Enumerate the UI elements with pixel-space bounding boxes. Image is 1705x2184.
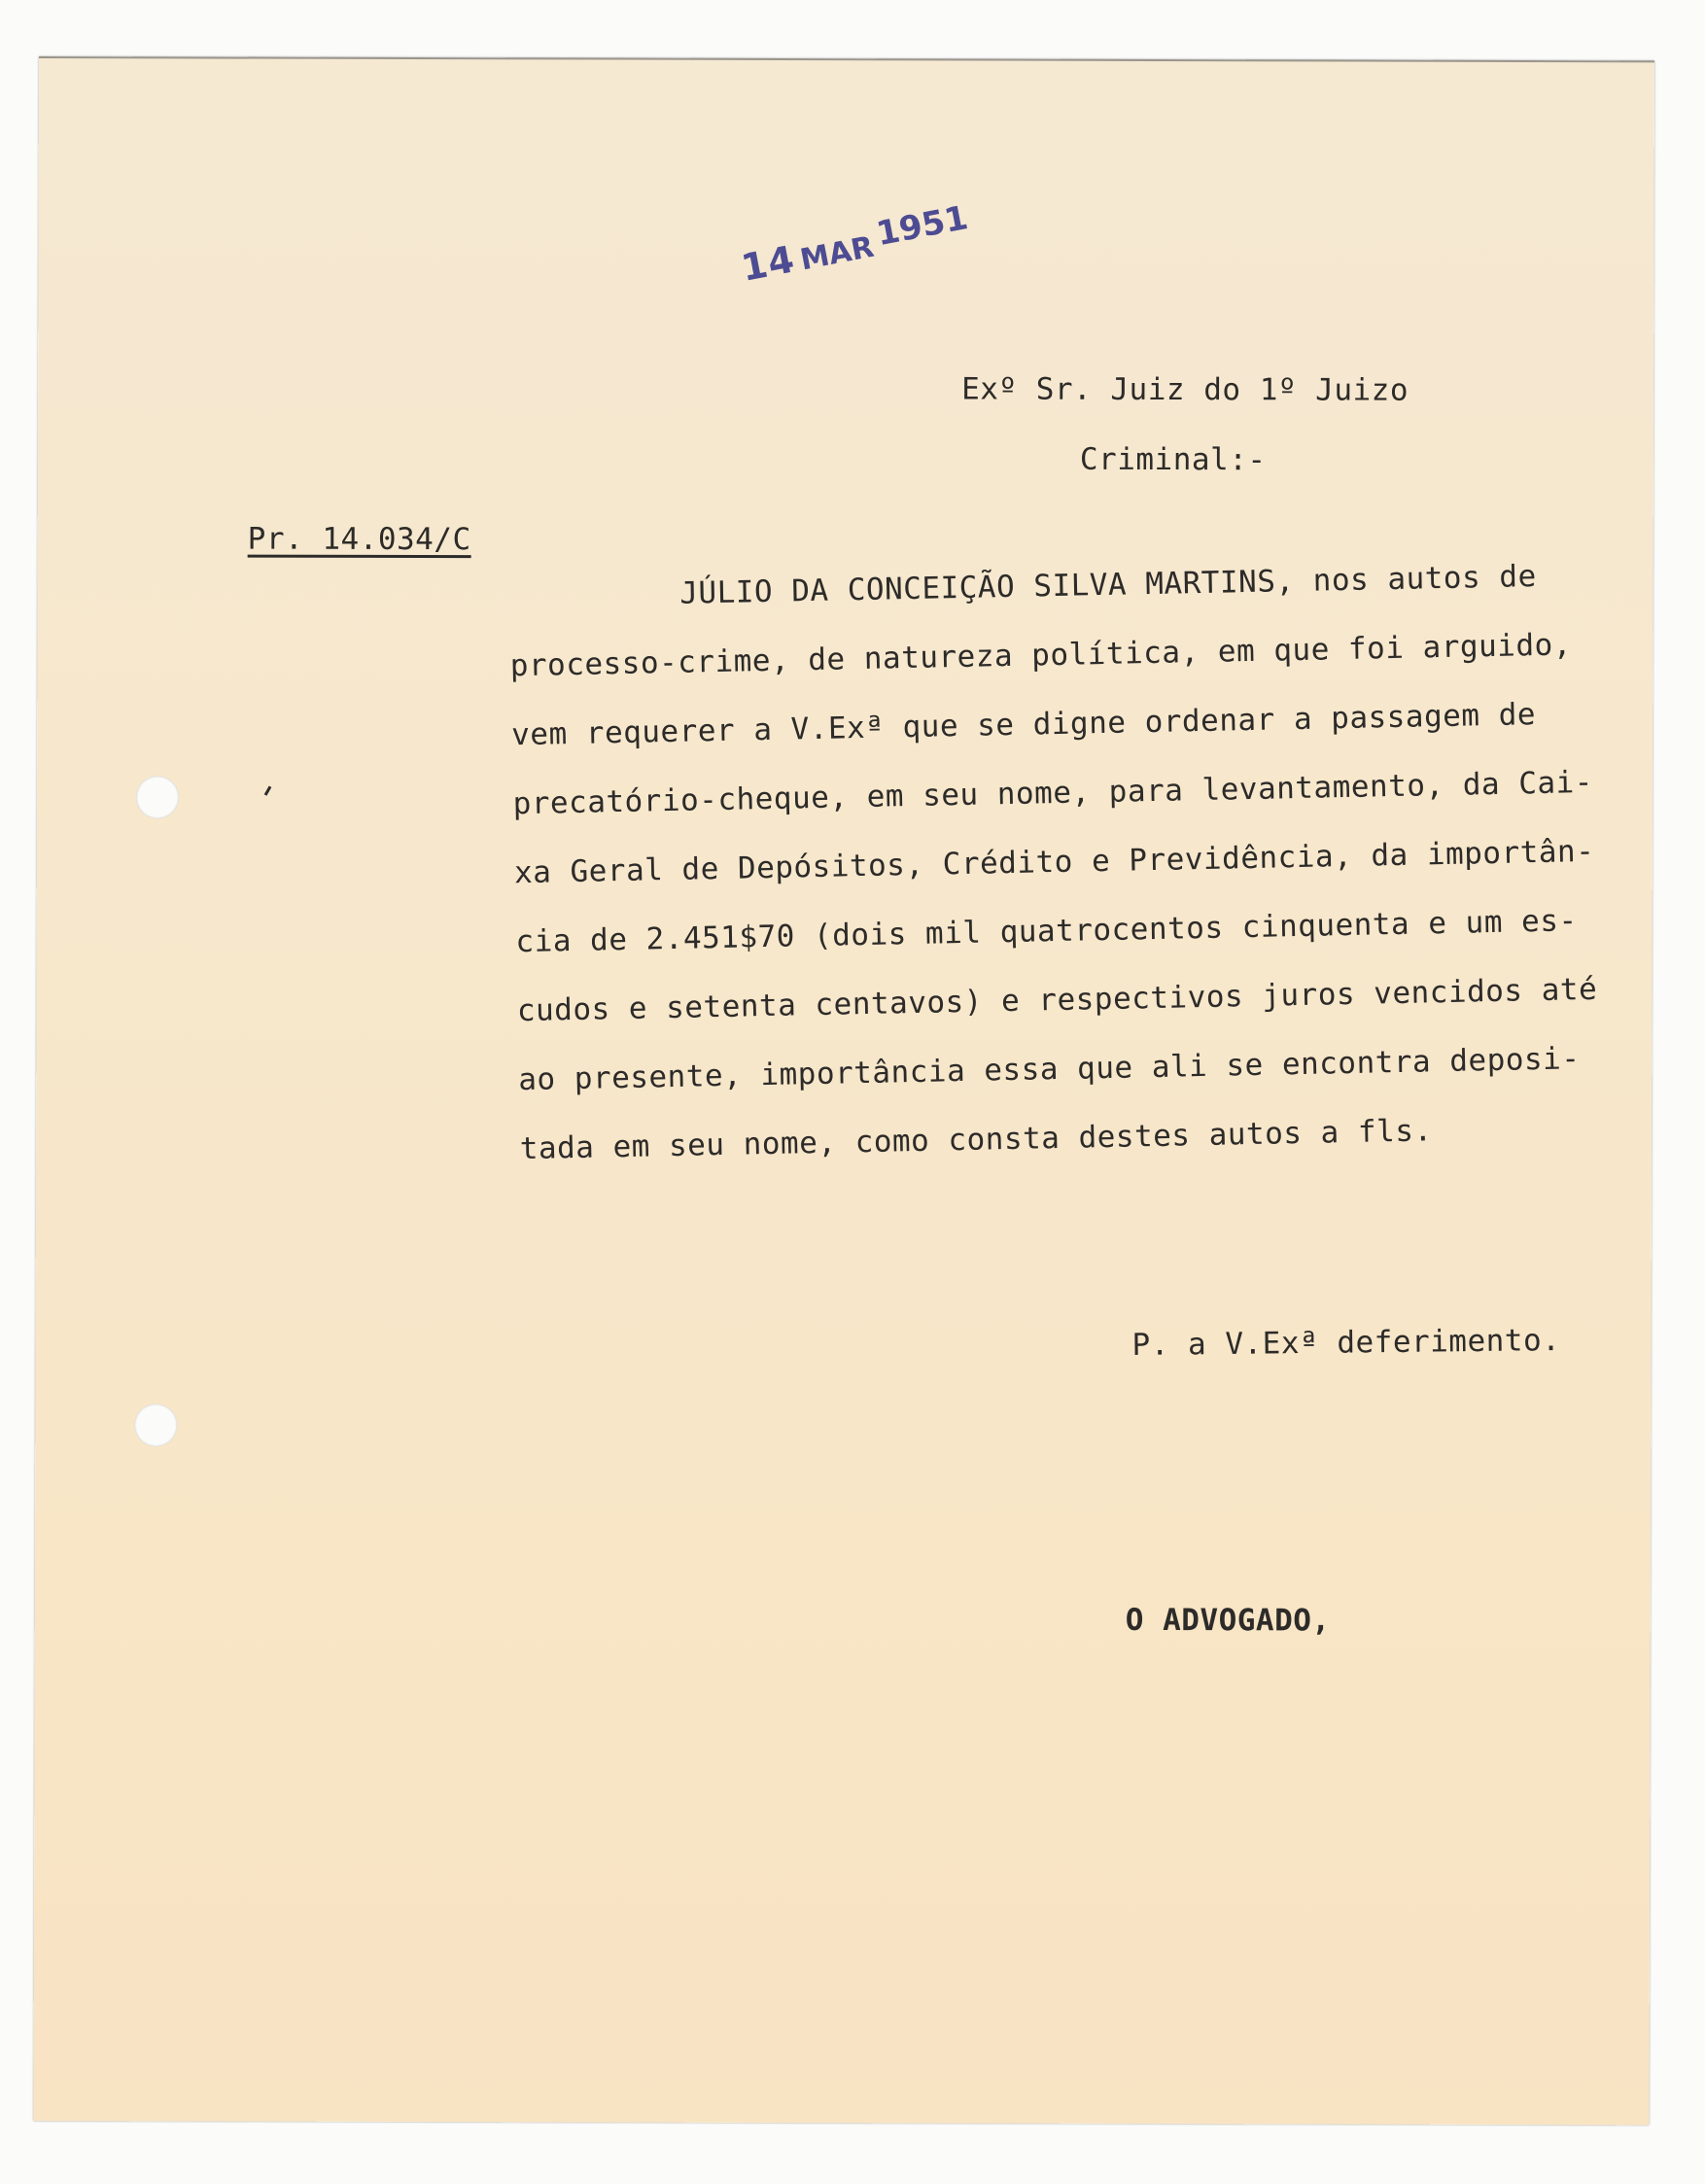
petition-body	[508, 539, 1688, 1184]
body-line: ao presente, importância essa que ali se encontra deposi-	[517, 1041, 1581, 1098]
body-line: tada em seu nome, como consta destes autos a fls.	[519, 1113, 1433, 1167]
ink-tick-mark	[264, 786, 272, 796]
body-line: vem requerer a V.Exª que se digne ordenar a passagem de	[510, 697, 1537, 753]
body-line: cia de 2.451$70 (dois mil quatrocentos cinquenta e um es-	[515, 903, 1578, 960]
signature-label: O ADVOGADO,	[1125, 1602, 1331, 1639]
addressee-line-1: Exº Sr. Juiz do 1º Juizo	[961, 371, 1409, 408]
date-stamp-year: 1951	[873, 198, 971, 255]
body-line: JÚLIO DA CONCEIÇÃO SILVA MARTINS, nos autos de	[679, 559, 1538, 611]
body-line: precatório-cheque, em seu nome, para levantamento, da Cai-	[512, 764, 1594, 822]
punch-hole-bottom	[134, 1404, 177, 1446]
body-line: xa Geral de Depósitos, Crédito e Previdência, da importân-	[513, 833, 1595, 891]
date-stamp	[738, 198, 973, 290]
addressee-line-2: Criminal:-	[1079, 441, 1267, 478]
body-line: cudos e setenta centavos) e respectivos juros vencidos até	[516, 971, 1598, 1029]
punch-hole-top	[136, 776, 179, 818]
date-stamp-month: MAR	[797, 229, 877, 278]
document-sheet	[33, 56, 1654, 2125]
date-stamp-day: 14	[738, 237, 799, 290]
closing-formula: P. a V.Exª deferimento.	[1131, 1323, 1561, 1364]
body-line: processo-crime, de natureza política, em que foi arguido,	[509, 627, 1573, 684]
process-number: Pr. 14.034/C	[247, 521, 471, 558]
